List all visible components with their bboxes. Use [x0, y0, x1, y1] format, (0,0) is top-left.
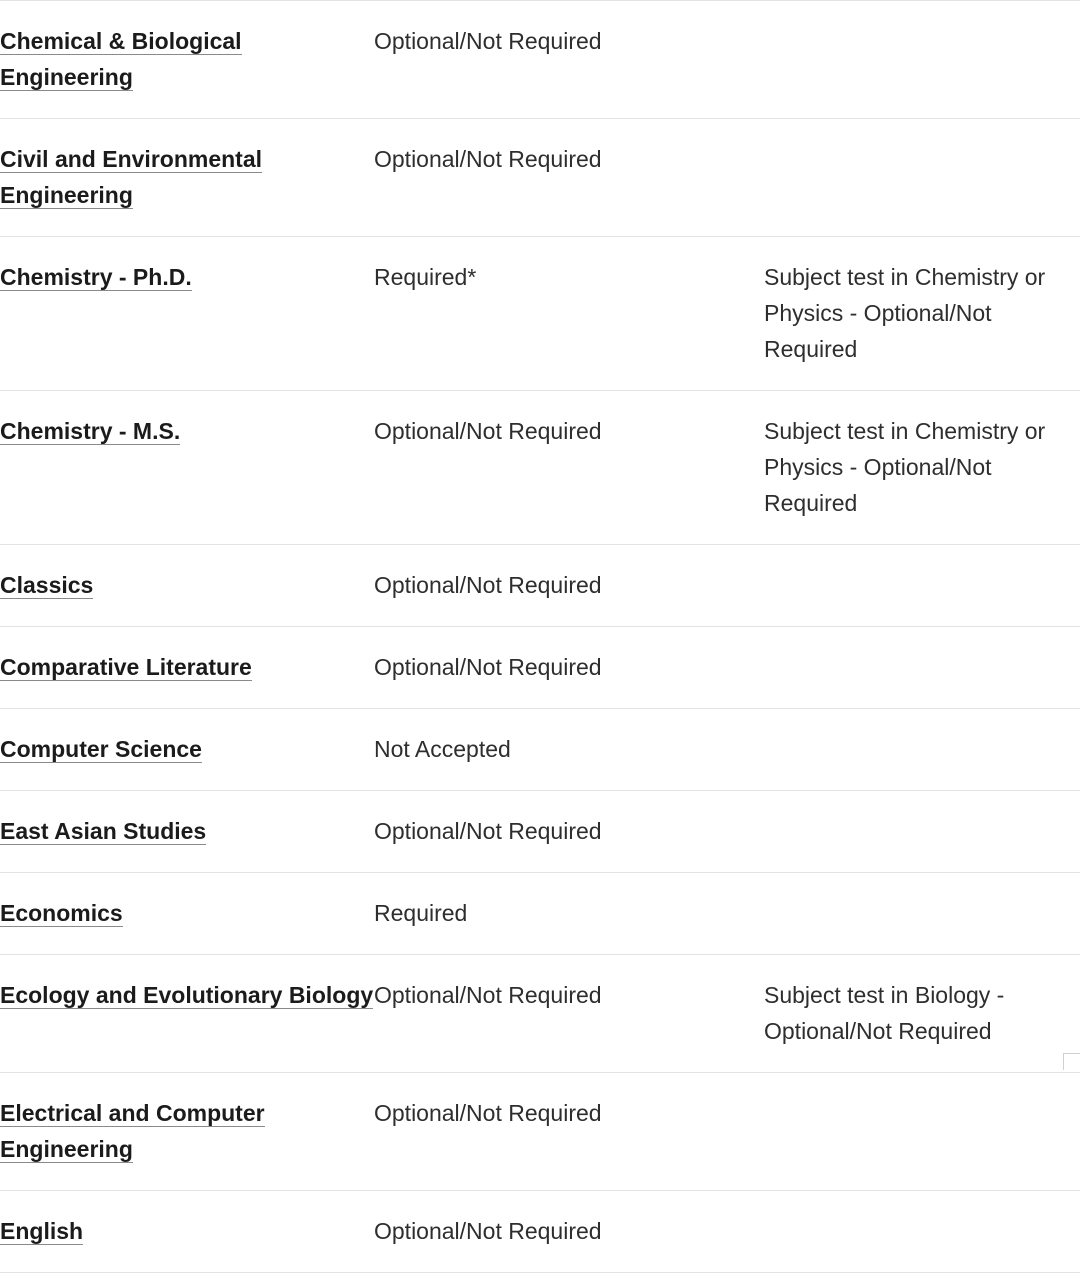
program-link[interactable]: East Asian Studies [0, 818, 206, 845]
table-row [0, 709, 1080, 791]
subject-test-value: Subject test in Biology - Optional/Not Required [764, 977, 1080, 1049]
table-row [0, 391, 1080, 545]
program-link[interactable]: Classics [0, 572, 93, 599]
program-link[interactable]: English [0, 1218, 83, 1245]
table-row [0, 119, 1080, 237]
general-test-cell [374, 873, 764, 955]
subject-test-cell [764, 791, 1080, 873]
subject-test-cell [764, 1, 1080, 119]
program-cell [0, 627, 374, 709]
program-cell [0, 119, 374, 237]
subject-test-value: Subject test in Chemistry or Physics - Optional/Not Required [764, 413, 1080, 521]
general-test-value: Optional/Not Required [374, 1095, 764, 1131]
subject-test-cell [764, 391, 1080, 545]
general-test-cell [374, 791, 764, 873]
general-test-value: Optional/Not Required [374, 413, 764, 449]
program-cell [0, 1, 374, 119]
table-row [0, 791, 1080, 873]
program-link[interactable]: Civil and Environmental Engineering [0, 146, 262, 209]
program-cell [0, 1191, 374, 1273]
program-cell [0, 873, 374, 955]
subject-test-cell [764, 873, 1080, 955]
general-test-value: Optional/Not Required [374, 567, 764, 603]
general-test-cell [374, 709, 764, 791]
program-link[interactable]: Comparative Literature [0, 654, 252, 681]
scrollbar-corner[interactable] [1063, 1053, 1080, 1070]
table-body [0, 1, 1080, 1273]
table-row [0, 1073, 1080, 1191]
general-test-value: Required* [374, 259, 764, 295]
general-test-cell [374, 545, 764, 627]
program-cell [0, 709, 374, 791]
general-test-cell [374, 237, 764, 391]
program-link[interactable]: Ecology and Evolutionary Biology [0, 982, 373, 1009]
table-row [0, 237, 1080, 391]
general-test-value: Optional/Not Required [374, 141, 764, 177]
program-link[interactable]: Chemistry - M.S. [0, 418, 180, 445]
general-test-value: Required [374, 895, 764, 931]
program-link[interactable]: Economics [0, 900, 123, 927]
general-test-value: Optional/Not Required [374, 649, 764, 685]
program-link[interactable]: Electrical and Computer Engineering [0, 1100, 265, 1163]
general-test-cell [374, 955, 764, 1073]
program-link[interactable]: Chemical & Biological Engineering [0, 28, 242, 91]
general-test-cell [374, 1, 764, 119]
program-cell [0, 1073, 374, 1191]
general-test-value: Optional/Not Required [374, 813, 764, 849]
table-row [0, 955, 1080, 1073]
general-test-value: Optional/Not Required [374, 1213, 764, 1249]
program-cell [0, 237, 374, 391]
table-row [0, 1191, 1080, 1273]
subject-test-cell [764, 709, 1080, 791]
general-test-cell [374, 119, 764, 237]
subject-test-cell [764, 237, 1080, 391]
subject-test-cell [764, 1073, 1080, 1191]
program-link[interactable]: Chemistry - Ph.D. [0, 264, 192, 291]
general-test-value: Not Accepted [374, 731, 764, 767]
subject-test-value: Subject test in Chemistry or Physics - Optional/Not Required [764, 259, 1080, 367]
table-row [0, 545, 1080, 627]
general-test-value: Optional/Not Required [374, 977, 764, 1013]
program-cell [0, 545, 374, 627]
general-test-cell [374, 391, 764, 545]
table-row [0, 873, 1080, 955]
program-cell [0, 391, 374, 545]
subject-test-cell [764, 627, 1080, 709]
subject-test-cell [764, 119, 1080, 237]
table-row [0, 1, 1080, 119]
general-test-cell [374, 627, 764, 709]
general-test-cell [374, 1191, 764, 1273]
program-cell [0, 955, 374, 1073]
table-row [0, 627, 1080, 709]
program-cell [0, 791, 374, 873]
subject-test-cell [764, 955, 1080, 1073]
program-link[interactable]: Computer Science [0, 736, 202, 763]
subject-test-cell [764, 545, 1080, 627]
general-test-cell [374, 1073, 764, 1191]
general-test-value: Optional/Not Required [374, 23, 764, 59]
subject-test-cell [764, 1191, 1080, 1273]
